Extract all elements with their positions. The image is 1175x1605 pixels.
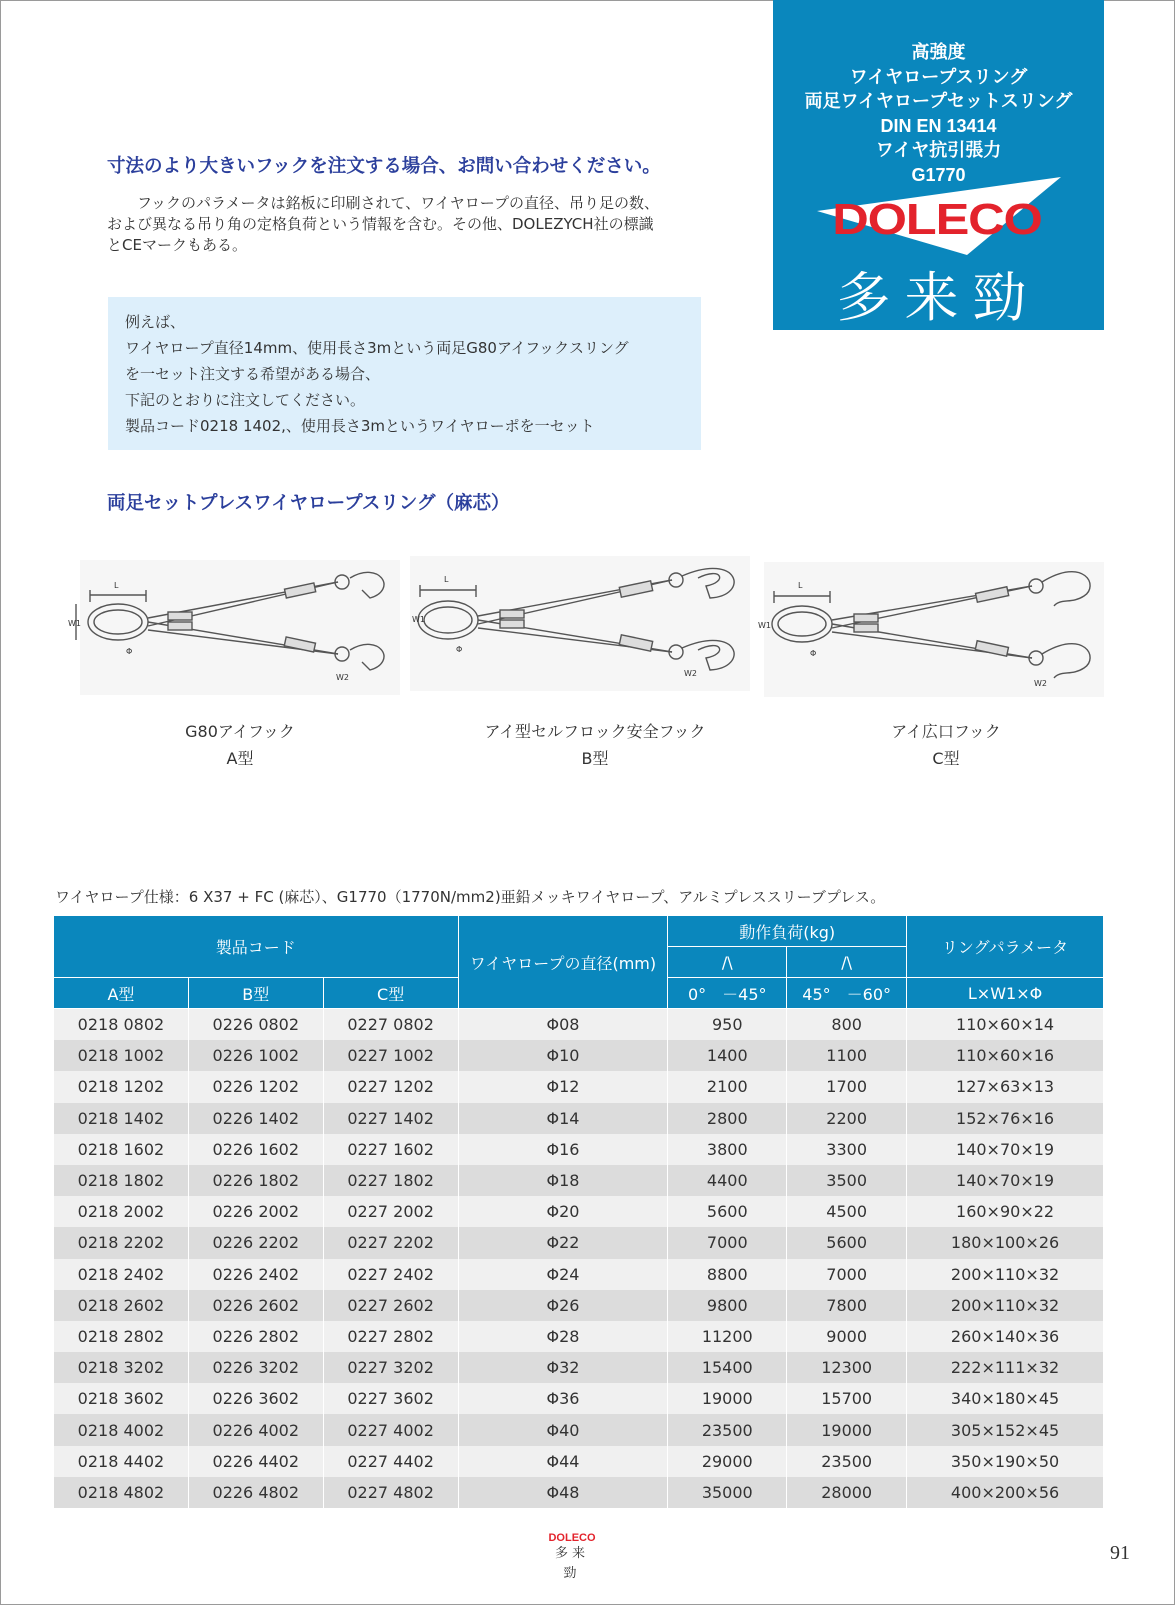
cell-load-45-60: 15700 [787, 1383, 907, 1414]
cell-code-b: 0226 2002 [188, 1196, 323, 1227]
cell-code-b: 0226 1402 [188, 1103, 323, 1134]
cell-code-a: 0218 2402 [54, 1259, 189, 1290]
table-row [54, 1446, 1104, 1477]
example-line-1: 例えば、 [125, 313, 186, 331]
header-type-b: B型 [188, 978, 323, 1009]
brand-title-6: G1770 [911, 164, 966, 185]
cell-load-0-45: 23500 [668, 1414, 787, 1445]
sling-image-b [410, 556, 750, 691]
header-angle-45-60: 45° －60° [787, 978, 907, 1009]
cell-code-a: 0218 2002 [54, 1196, 189, 1227]
page-number: 91 [1110, 1542, 1130, 1564]
cell-load-0-45: 950 [668, 1009, 787, 1041]
cell-ring-params: 180×100×26 [907, 1227, 1104, 1258]
cell-rope-diameter: Φ26 [458, 1290, 668, 1321]
table-row [54, 1227, 1104, 1258]
cell-code-a: 0218 4402 [54, 1446, 189, 1477]
cell-code-b: 0226 3602 [188, 1383, 323, 1414]
sling-image-c [758, 562, 1104, 697]
cell-code-c: 0227 4402 [323, 1446, 458, 1477]
cell-load-45-60: 9000 [787, 1321, 907, 1352]
wire-rope-spec-note: ワイヤロープ仕様：6 X37 + FC (麻芯）、G1770（1770N/mm2)亜鉛メッキワイヤロープ、アルミプレススリーブプレス。 [55, 888, 886, 906]
cell-rope-diameter: Φ12 [458, 1071, 668, 1102]
cell-rope-diameter: Φ22 [458, 1227, 668, 1258]
cell-rope-diameter: Φ24 [458, 1259, 668, 1290]
cell-load-0-45: 2800 [668, 1103, 787, 1134]
cell-ring-params: 305×152×45 [907, 1414, 1104, 1445]
header-ring-dims: L×W1×Φ [907, 978, 1104, 1009]
spec-table-body [54, 1009, 1104, 1509]
cell-code-c: 0227 1002 [323, 1040, 458, 1071]
brand-title-3: 両足ワイヤロープセットスリング [804, 91, 1073, 111]
cell-load-0-45: 3800 [668, 1134, 787, 1165]
cell-ring-params: 152×76×16 [907, 1103, 1104, 1134]
dim-label-phi: Φ [126, 647, 133, 656]
sling-caption-a [140, 718, 340, 772]
cell-ring-params: 340×180×45 [907, 1383, 1104, 1414]
dim-label-w2: W2 [336, 673, 349, 682]
cell-code-a: 0218 1802 [54, 1165, 189, 1196]
cell-code-b: 0226 2202 [188, 1227, 323, 1258]
header-product-code: 製品コード [54, 916, 459, 978]
cell-code-a: 0218 0802 [54, 1009, 189, 1041]
cell-load-45-60: 7000 [787, 1259, 907, 1290]
cell-ring-params: 110×60×16 [907, 1040, 1104, 1071]
cell-load-45-60: 19000 [787, 1414, 907, 1445]
cell-ring-params: 350×190×50 [907, 1446, 1104, 1477]
cell-load-0-45: 29000 [668, 1446, 787, 1477]
cell-code-b: 0226 3202 [188, 1352, 323, 1383]
cell-ring-params: 160×90×22 [907, 1196, 1104, 1227]
example-line-2: ワイヤロープ直径14mm、使用長さ3mという両足G80アイフックスリング [125, 339, 629, 357]
dim-label-w2: W2 [1034, 679, 1047, 688]
cell-code-b: 0226 1202 [188, 1071, 323, 1102]
cell-load-45-60: 3300 [787, 1134, 907, 1165]
table-row [54, 1383, 1104, 1414]
cell-code-c: 0227 2402 [323, 1259, 458, 1290]
cell-load-0-45: 8800 [668, 1259, 787, 1290]
cell-rope-diameter: Φ10 [458, 1040, 668, 1071]
dim-label-phi: Φ [810, 649, 817, 658]
cell-code-a: 0218 2602 [54, 1290, 189, 1321]
header-rope-diameter: ワイヤロープの直径(mm) [458, 916, 668, 1009]
sling-b-type: B型 [581, 749, 609, 768]
sling-b-name: アイ型セルフロック安全フック [484, 722, 706, 741]
cell-code-c: 0227 2802 [323, 1321, 458, 1352]
table-row [54, 1134, 1104, 1165]
cell-ring-params: 260×140×36 [907, 1321, 1104, 1352]
cell-rope-diameter: Φ36 [458, 1383, 668, 1414]
brand-title-4: DIN EN 13414 [880, 115, 997, 136]
table-row [54, 1290, 1104, 1321]
cell-code-c: 0227 1402 [323, 1103, 458, 1134]
header-type-a: A型 [54, 978, 189, 1009]
sling-c-name: アイ広口フック [891, 722, 1001, 741]
cell-load-45-60: 1700 [787, 1071, 907, 1102]
cell-load-0-45: 11200 [668, 1321, 787, 1352]
cell-rope-diameter: Φ16 [458, 1134, 668, 1165]
cell-load-0-45: 7000 [668, 1227, 787, 1258]
header-type-c: C型 [323, 978, 458, 1009]
table-row [54, 1009, 1104, 1041]
cell-ring-params: 200×110×32 [907, 1259, 1104, 1290]
spec-table [53, 915, 1104, 1508]
cell-rope-diameter: Φ44 [458, 1446, 668, 1477]
cell-code-b: 0226 1802 [188, 1165, 323, 1196]
dim-label-l: L [798, 581, 803, 590]
cell-load-0-45: 35000 [668, 1477, 787, 1508]
cell-code-b: 0226 2402 [188, 1259, 323, 1290]
cell-ring-params: 200×110×32 [907, 1290, 1104, 1321]
brand-header [773, 0, 1104, 330]
cell-code-b: 0226 2802 [188, 1321, 323, 1352]
table-row [54, 1103, 1104, 1134]
header-working-load: 動作負荷(kg) [668, 916, 907, 947]
cell-load-0-45: 9800 [668, 1290, 787, 1321]
cell-load-0-45: 1400 [668, 1040, 787, 1071]
cell-code-b: 0226 0802 [188, 1009, 323, 1041]
header-ring-params: リングパラメータ [907, 916, 1104, 978]
example-line-5: 製品コード0218 1402,、使用長さ3mというワイヤローポを一セット [125, 417, 595, 435]
cell-code-b: 0226 4402 [188, 1446, 323, 1477]
header-angle-symbol-1: /\ [668, 947, 787, 978]
table-row [54, 1259, 1104, 1290]
table-row [54, 1414, 1104, 1445]
cell-rope-diameter: Φ20 [458, 1196, 668, 1227]
cell-code-c: 0227 1202 [323, 1071, 458, 1102]
dim-label-w1: W1 [758, 621, 771, 630]
brand-title-5: ワイヤ抗引張力 [875, 140, 1002, 160]
cell-load-45-60: 5600 [787, 1227, 907, 1258]
doleco-logo [817, 175, 1061, 245]
order-example-box [108, 297, 701, 450]
cell-load-0-45: 19000 [668, 1383, 787, 1414]
example-line-3: を一セット注文する希望がある場合、 [125, 365, 381, 383]
cell-code-b: 0226 4802 [188, 1477, 323, 1508]
notice-line-2: および異なる吊り角の定格負荷という情報を含む。その他、DOLEZYCH社の標識 [107, 215, 654, 233]
cell-code-a: 0218 3602 [54, 1383, 189, 1414]
cell-load-45-60: 1100 [787, 1040, 907, 1071]
sling-c-type: C型 [932, 749, 960, 768]
sling-b-illustration [410, 556, 750, 691]
cell-load-0-45: 4400 [668, 1165, 787, 1196]
notice-description [107, 193, 682, 256]
cell-code-c: 0227 2002 [323, 1196, 458, 1227]
cell-code-a: 0218 3202 [54, 1352, 189, 1383]
cell-load-0-45: 5600 [668, 1196, 787, 1227]
footer-logo-chinese: 多来勁 [554, 1546, 589, 1581]
cell-load-45-60: 3500 [787, 1165, 907, 1196]
logo-wordmark: DOLECO [832, 195, 1042, 244]
cell-code-a: 0218 1602 [54, 1134, 189, 1165]
table-row [54, 1477, 1104, 1508]
cell-ring-params: 222×111×32 [907, 1352, 1104, 1383]
header-angle-symbol-2: /\ [787, 947, 907, 978]
cell-code-b: 0226 2602 [188, 1290, 323, 1321]
footer-logo [548, 1532, 596, 1584]
cell-load-45-60: 12300 [787, 1352, 907, 1383]
dim-label-phi: Φ [456, 645, 463, 654]
footer-logo-wordmark: DOLECO [548, 1532, 596, 1544]
section-title: 両足セットプレスワイヤロープスリング（麻芯） [107, 493, 510, 514]
dim-label-w1: W1 [68, 619, 81, 628]
cell-code-a: 0218 2202 [54, 1227, 189, 1258]
sling-c-illustration [758, 562, 1104, 697]
cell-code-a: 0218 2802 [54, 1321, 189, 1352]
cell-code-c: 0227 4802 [323, 1477, 458, 1508]
brand-title-2: ワイヤロープスリング [849, 66, 1028, 87]
notice-line-3: とCEマークもある。 [107, 236, 247, 254]
cell-load-45-60: 2200 [787, 1103, 907, 1134]
cell-code-a: 0218 1002 [54, 1040, 189, 1071]
cell-code-c: 0227 1802 [323, 1165, 458, 1196]
sling-a-type: A型 [226, 749, 254, 768]
cell-rope-diameter: Φ18 [458, 1165, 668, 1196]
header-angle-0-45: 0° －45° [668, 978, 787, 1009]
cell-code-c: 0227 0802 [323, 1009, 458, 1041]
brand-titles [773, 0, 1104, 187]
cell-code-c: 0227 1602 [323, 1134, 458, 1165]
cell-code-c: 0227 2202 [323, 1227, 458, 1258]
sling-image-a [68, 560, 400, 695]
sling-a-name: G80アイフック [185, 722, 295, 741]
cell-code-b: 0226 4002 [188, 1414, 323, 1445]
cell-code-a: 0218 4002 [54, 1414, 189, 1445]
dim-label-w1: W1 [412, 615, 425, 624]
cell-ring-params: 127×63×13 [907, 1071, 1104, 1102]
cell-load-45-60: 23500 [787, 1446, 907, 1477]
notice-line-1: フックのパラメータは銘板に印刷されて、ワイヤロープの直径、吊り足の数、 [107, 194, 660, 212]
dim-label-l: L [114, 581, 119, 590]
cell-ring-params: 140×70×19 [907, 1134, 1104, 1165]
cell-rope-diameter: Φ48 [458, 1477, 668, 1508]
cell-code-c: 0227 4002 [323, 1414, 458, 1445]
table-row [54, 1321, 1104, 1352]
cell-ring-params: 140×70×19 [907, 1165, 1104, 1196]
sling-a-illustration [68, 560, 400, 695]
cell-rope-diameter: Φ32 [458, 1352, 668, 1383]
dim-label-l: L [444, 575, 449, 584]
cell-load-0-45: 2100 [668, 1071, 787, 1102]
cell-load-45-60: 7800 [787, 1290, 907, 1321]
dim-label-w2: W2 [684, 669, 697, 678]
cell-code-a: 0218 1202 [54, 1071, 189, 1102]
cell-code-c: 0227 3202 [323, 1352, 458, 1383]
cell-rope-diameter: Φ08 [458, 1009, 668, 1041]
cell-rope-diameter: Φ14 [458, 1103, 668, 1134]
cell-code-a: 0218 1402 [54, 1103, 189, 1134]
brand-title-1: 高強度 [911, 42, 966, 62]
sling-caption-c [846, 718, 1046, 772]
cell-load-45-60: 4500 [787, 1196, 907, 1227]
cell-code-a: 0218 4802 [54, 1477, 189, 1508]
table-row [54, 1071, 1104, 1102]
example-line-4: 下記のとおりに注文してください。 [125, 391, 366, 409]
cell-ring-params: 110×60×14 [907, 1009, 1104, 1041]
notice-heading: 寸法のより大きいフックを注文する場合、お問い合わせください。 [107, 156, 661, 177]
cell-code-c: 0227 2602 [323, 1290, 458, 1321]
cell-rope-diameter: Φ28 [458, 1321, 668, 1352]
table-row [54, 1165, 1104, 1196]
cell-code-b: 0226 1602 [188, 1134, 323, 1165]
sling-caption-b [460, 718, 730, 772]
table-row [54, 1196, 1104, 1227]
cell-ring-params: 400×200×56 [907, 1477, 1104, 1508]
cell-code-b: 0226 1002 [188, 1040, 323, 1071]
table-row [54, 1352, 1104, 1383]
cell-rope-diameter: Φ40 [458, 1414, 668, 1445]
cell-code-c: 0227 3602 [323, 1383, 458, 1414]
cell-load-45-60: 800 [787, 1009, 907, 1041]
cell-load-0-45: 15400 [668, 1352, 787, 1383]
table-row [54, 1040, 1104, 1071]
brand-chinese-name: 多来勁 [836, 266, 1041, 329]
cell-load-45-60: 28000 [787, 1477, 907, 1508]
